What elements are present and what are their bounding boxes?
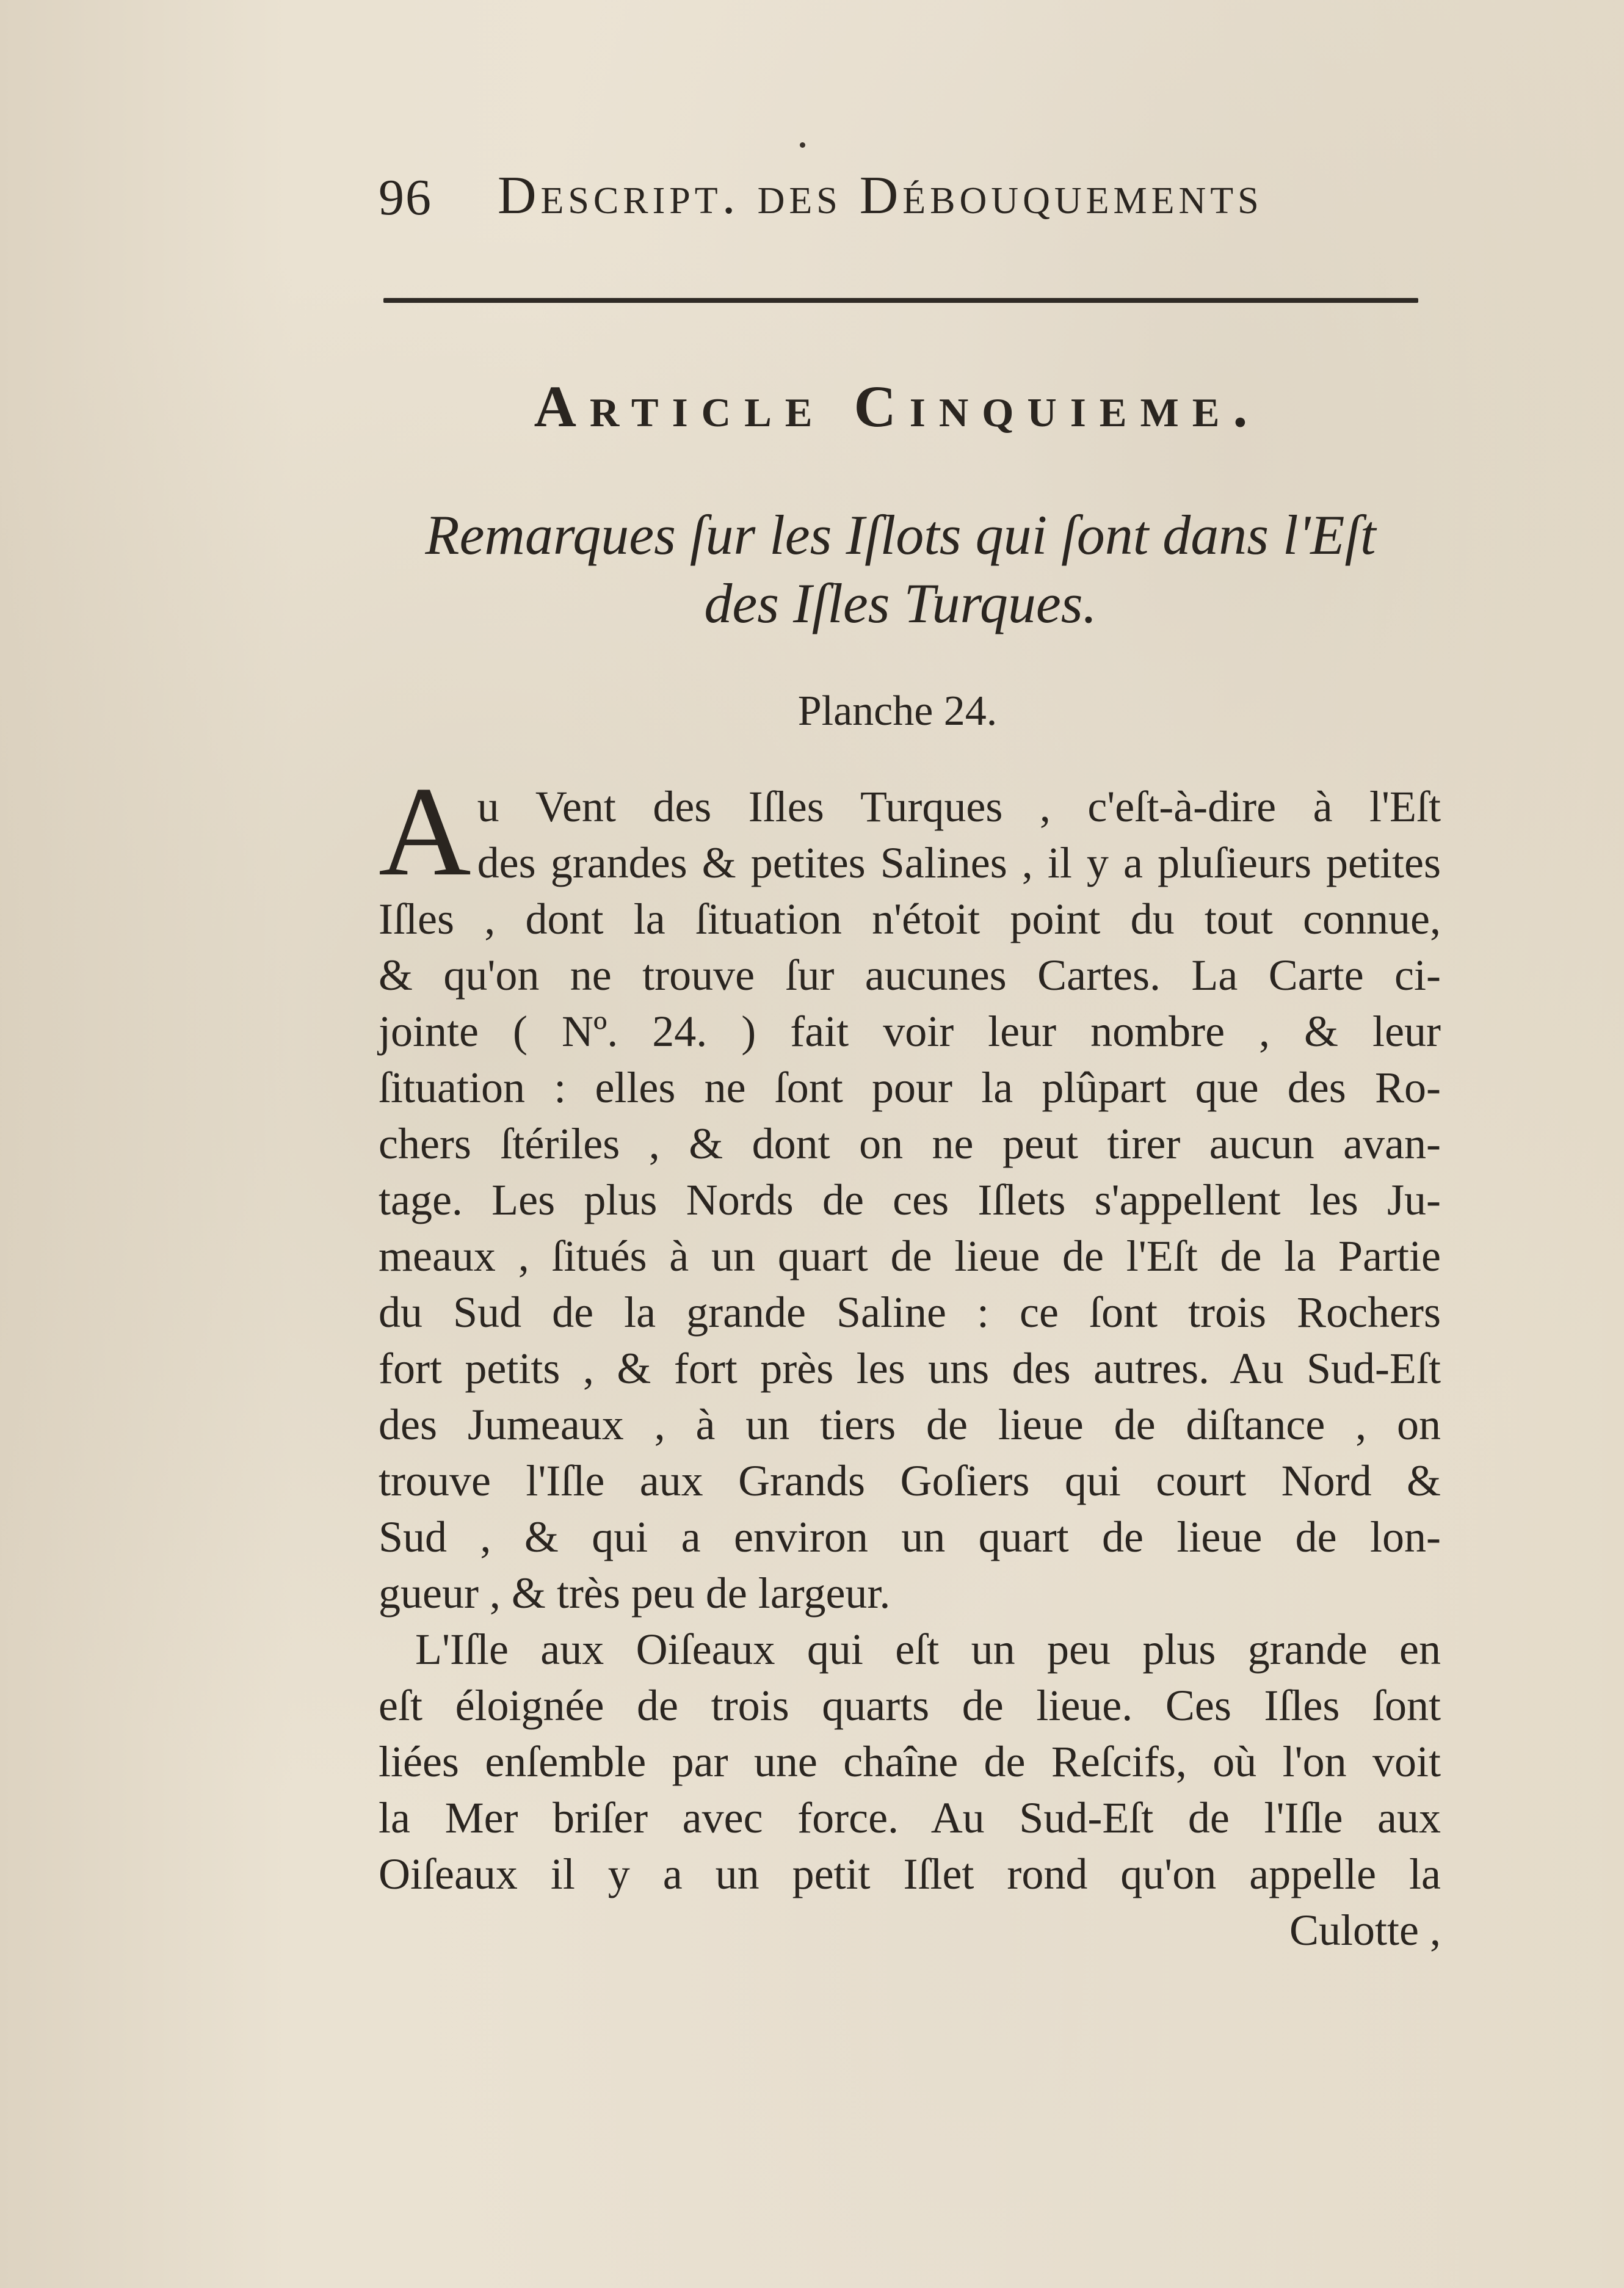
- article-subtitle: [379, 501, 1423, 637]
- body-text: [379, 761, 1441, 1958]
- text-line: L'Iſle aux Oiſeaux qui eſt un peu plus grande en: [415, 1625, 1441, 1674]
- drop-cap: A: [379, 761, 471, 902]
- header-rule: [383, 298, 1418, 303]
- ink-dot: [800, 142, 805, 148]
- text-line: la Mer briſer avec force. Au Sud-Eſt de l'Iſle aux: [379, 1793, 1441, 1842]
- page-number: 96: [379, 169, 432, 226]
- text-line: trouve l'Iſle aux Grands Goſiers qui court Nord &: [379, 1456, 1441, 1505]
- subtitle-line-1: Remarques ſur les Iſlots qui ſont dans l'Eſt: [425, 504, 1376, 566]
- text-line: Iſles , dont la ſituation n'étoit point du tout connue,: [379, 895, 1441, 943]
- running-title: Descript. des Débouquements: [498, 166, 1263, 225]
- text-line: ſituation : elles ne ſont pour la plûpart que des Ro-: [379, 1063, 1441, 1112]
- text-line: des Jumeaux , à un tiers de lieue de diſtance , on: [379, 1400, 1441, 1449]
- text-line: eſt éloignée de trois quarts de lieue. Ces Iſles ſont: [379, 1681, 1441, 1730]
- plate-reference: Planche 24.: [797, 688, 998, 735]
- text-line: meaux , ſitués à un quart de lieue de l'Eſt de la Partie: [379, 1232, 1441, 1280]
- text-line: Oiſeaux il y a un petit Iſlet rond qu'on appelle la: [379, 1850, 1441, 1898]
- text-line: u Vent des Iſles Turques , c'eſt-à-dire à l'Eſt: [477, 782, 1441, 831]
- subtitle-line-2: des Iſles Turques.: [704, 572, 1097, 634]
- text-line: du Sud de la grande Saline : ce ſont trois Rochers: [379, 1288, 1441, 1337]
- article-heading: Article Cinquieme.: [534, 374, 1261, 439]
- text-line: gueur , & très peu de largeur.: [379, 1569, 891, 1618]
- text-line: liées enſemble par une chaîne de Reſcifs, où l'on voit: [379, 1737, 1441, 1786]
- text-line: Sud , & qui a environ un quart de lieue de lon-: [379, 1513, 1441, 1561]
- text-line: & qu'on ne trouve ſur aucunes Cartes. La Carte ci-: [379, 951, 1441, 1000]
- text-line: tage. Les plus Nords de ces Iſlets s'appellent les Ju-: [379, 1175, 1441, 1224]
- text-line: des grandes & petites Salines , il y a pluſieurs petites: [477, 838, 1441, 887]
- catchword: Culotte ,: [1289, 1906, 1441, 1955]
- text-line: jointe ( Nº. 24. ) fait voir leur nombre , & leur: [379, 1007, 1441, 1056]
- text-line: fort petits , & fort près les uns des autres. Au Sud-Eſt: [379, 1344, 1441, 1393]
- text-line: chers ſtériles , & dont on ne peut tirer aucun avan-: [379, 1119, 1441, 1168]
- running-head: [379, 156, 1416, 229]
